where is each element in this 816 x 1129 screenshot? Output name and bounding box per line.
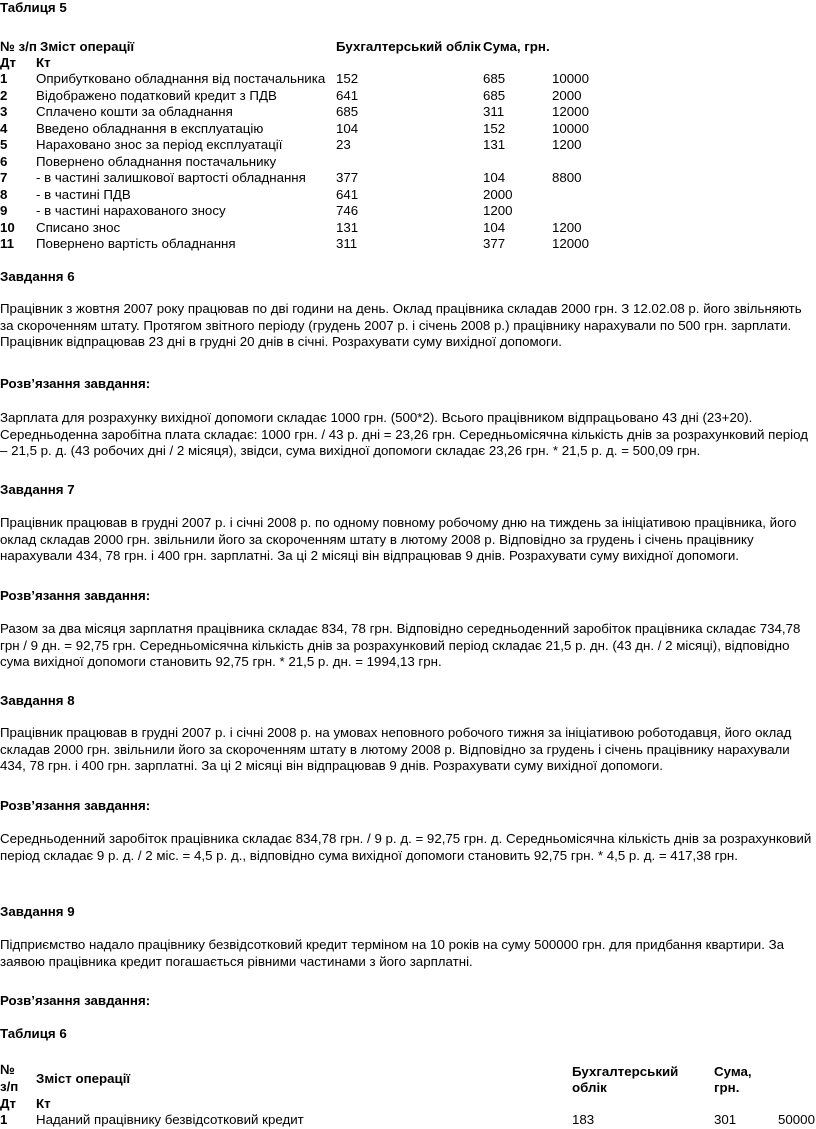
row-debit: 377 xyxy=(336,170,359,185)
row-debit: 685 xyxy=(336,104,359,119)
table-row xyxy=(0,236,816,252)
row-sum: 12000 xyxy=(552,104,589,119)
row-credit: 685 xyxy=(483,87,506,103)
table6-header-num-line2: з/п xyxy=(0,1079,19,1094)
task8-text: Працівник працював в грудні 2007 р. і січні 2008 р. на умовах неповного робочого тижня за ініціативою роботодавця, його оклад складав 2000 грн. звільнили його за скороченням штату в лютому 2008 р. Відповідно за грудень і січень працівнику нарахували 434, 78 грн. і 400 грн. зарплатні. За ці 2 місяці він відпрацював 9 днів. Розрахувати суму вихідної допомоги. xyxy=(0,725,792,774)
row-number: 8 xyxy=(0,186,8,202)
table5-title: Таблиця 5 xyxy=(0,0,67,15)
table-row xyxy=(0,137,816,153)
table-row-number: 1 xyxy=(0,1112,8,1127)
table-row-credit: 301 xyxy=(714,1112,737,1127)
row-credit: 311 xyxy=(483,104,505,119)
table-row xyxy=(0,220,816,236)
task8-solution-heading: Розв’язання завдання: xyxy=(0,798,151,813)
table-row xyxy=(0,121,816,137)
row-debit: 311 xyxy=(336,236,358,251)
task7-text: Працівник працював в грудні 2007 р. і січні 2008 р. по одному повному робочому дню на тиждень за ініціативою працівника, його оклад складав 2000 грн. звільнили його за скороченням штату в лютому 2008 р. Відповідно за грудень і січень працівнику нарахували 434, 78 грн. і 400 грн. зарплатні. За ці 2 місяці він відпрацював 9 днів. Розрахувати суму вихідної допомоги. xyxy=(0,515,797,564)
row-debit: 746 xyxy=(336,203,359,218)
row-number: 4 xyxy=(0,120,8,136)
row-debit: 104 xyxy=(336,120,359,136)
table6-header-accounting: Бухгалтерський xyxy=(572,1064,679,1079)
row-debit: 641 xyxy=(336,186,359,202)
row-description: Сплачено кошти за обладнання xyxy=(36,104,233,119)
table6-title: Таблиця 6 xyxy=(0,1026,67,1041)
row-description: Списано знос xyxy=(36,219,121,235)
table-row-debit: 183 xyxy=(572,1112,595,1127)
row-description: Нараховано знос за період експлуатації xyxy=(36,137,283,152)
table5-header-dt: Дт xyxy=(0,55,16,70)
row-sum: 1200 xyxy=(552,137,582,152)
row-debit: 23 xyxy=(336,137,351,152)
row-description: Оприбутковано обладнання від постачальника xyxy=(36,71,326,86)
row-credit: 104 xyxy=(483,170,506,185)
row-debit: 131 xyxy=(336,219,359,235)
task8-heading: Завдання 8 xyxy=(0,693,75,708)
row-number: 6 xyxy=(0,153,8,169)
table5-header-kt: Кт xyxy=(36,55,51,70)
row-sum: 8800 xyxy=(552,170,582,185)
row-sum: 12000 xyxy=(552,236,589,251)
row-sum: 10000 xyxy=(552,120,589,136)
row-sum: 10000 xyxy=(552,71,589,86)
task7-solution-heading: Розв’язання завдання: xyxy=(0,588,151,603)
row-number: 7 xyxy=(0,170,8,185)
task6-text: Працівник з жовтня 2007 року працював по дві години на день. Оклад працівника складав 2000 грн. З 12.02.08 р. його звільняють за скороченням штату. Протягом звітного періоду (грудень 2007 р. і січень 2008 р.) працівнику нарахували по 500 грн. зарплати. Працівник відпрацював 23 дні в грудні 20 днів в січні. Розрахувати суму вихідної допомоги. xyxy=(0,301,802,350)
table-row-sum: 50000 xyxy=(778,1112,815,1127)
task9-text: Підприємство надало працівнику безвідсотковий кредит терміном на 10 років на суму 500000 грн. для придбання квартири. За заявою працівника кредит погашається рівними частинами з його зарплатні. xyxy=(0,937,785,969)
row-description: - в частині ПДВ xyxy=(36,186,131,202)
row-description: Введено обладнання в експлуатацію xyxy=(36,120,264,136)
row-credit: 152 xyxy=(483,120,506,136)
table-row xyxy=(0,170,816,186)
row-number: 9 xyxy=(0,203,8,218)
row-credit: 131 xyxy=(483,137,506,152)
row-sum: 2000 xyxy=(552,87,582,103)
table5-header-sum: Сума, грн. xyxy=(483,39,550,54)
table6-header-sum: Сума, xyxy=(714,1064,752,1079)
table6-header-dt: Дт xyxy=(0,1096,16,1111)
row-credit: 1200 xyxy=(483,203,513,218)
table-row xyxy=(0,154,816,170)
table6-header-accounting-line2: облік xyxy=(572,1080,607,1095)
row-number: 3 xyxy=(0,104,8,119)
task7-heading: Завдання 7 xyxy=(0,482,75,497)
row-number: 2 xyxy=(0,87,8,103)
task7-solution: Разом за два місяця зарплатня працівника складає 834, 78 грн. Відповідно середньоденний заробіток працівника складає 734,78 грн / 9 дн. = 92,75 грн. Середньомісячна кількість днів за розрахунковий період складає 21,5 р. дн. (43 дн. / 2 місяці), відповідно сума вихідної допомоги становить 92,75 грн. * 21,5 р. дн. = 1994,13 грн. xyxy=(0,621,801,670)
task9-solution-heading: Розв’язання завдання: xyxy=(0,993,151,1008)
task6-solution: Зарплата для розрахунку вихідної допомоги складає 1000 грн. (500*2). Всього працівником відпрацьовано 43 дні (23+20). Середньоденна заробітна плата складає: 1000 грн. / 43 р. дні = 23,26 грн. Середньомісячна кількість днів за розрахунковий період – 21,5 р. д. (43 робочих дні / 2 місяця), звідси, сума вихідної допомоги складає 23,26 грн. * 21,5 р. д. = 500,09 грн. xyxy=(0,410,808,459)
row-debit: 641 xyxy=(336,87,359,103)
row-number: 11 xyxy=(0,236,15,251)
row-description: Повернено обладнання постачальнику xyxy=(36,153,277,169)
table5-header-content: Зміст операції xyxy=(40,39,135,54)
row-description: - в частині нарахованого зносу xyxy=(36,203,226,218)
row-description: Відображено податковий кредит з ПДВ xyxy=(36,87,277,103)
row-number: 1 xyxy=(0,71,8,86)
task9-heading: Завдання 9 xyxy=(0,904,75,919)
table5-header-num: № з/п xyxy=(0,39,37,54)
row-credit: 104 xyxy=(483,219,506,235)
table-row xyxy=(0,104,816,120)
table6-header-content: Зміст операції xyxy=(36,1071,131,1086)
row-description: - в частині залишкової вартості обладнання xyxy=(36,170,306,185)
table5-header-accounting: Бухгалтерський облік xyxy=(336,39,481,54)
table-row xyxy=(0,187,816,203)
table6-header-kt: Кт xyxy=(36,1096,51,1111)
row-number: 5 xyxy=(0,137,8,152)
table-row xyxy=(0,203,816,219)
row-credit: 377 xyxy=(483,236,506,251)
table6-header-sum-line2: грн. xyxy=(714,1080,740,1095)
task6-solution-heading: Розв’язання завдання: xyxy=(0,376,151,391)
row-debit: 152 xyxy=(336,71,359,86)
table-row-description: Наданий працівнику безвідсотковий кредит xyxy=(36,1112,304,1127)
table-row xyxy=(0,88,816,104)
row-description: Повернено вартість обладнання xyxy=(36,236,236,251)
row-credit: 685 xyxy=(483,71,506,86)
task8-solution: Середньоденний заробіток працівника складає 834,78 грн. / 9 р. д. = 92,75 грн. д. Середньомісячна кількість днів за розрахунковий період складає 9 р. д. / 2 міс. = 4,5 р. д., відповідно сума вихідної допомоги становить 92,75 грн. * 4,5 р. д. = 417,38 грн. xyxy=(0,831,812,863)
row-sum: 1200 xyxy=(552,219,582,235)
table-row xyxy=(0,71,816,87)
task6-heading: Завдання 6 xyxy=(0,269,75,284)
row-credit: 2000 xyxy=(483,186,513,202)
row-number: 10 xyxy=(0,219,15,235)
table6-header-num: № xyxy=(0,1062,15,1077)
